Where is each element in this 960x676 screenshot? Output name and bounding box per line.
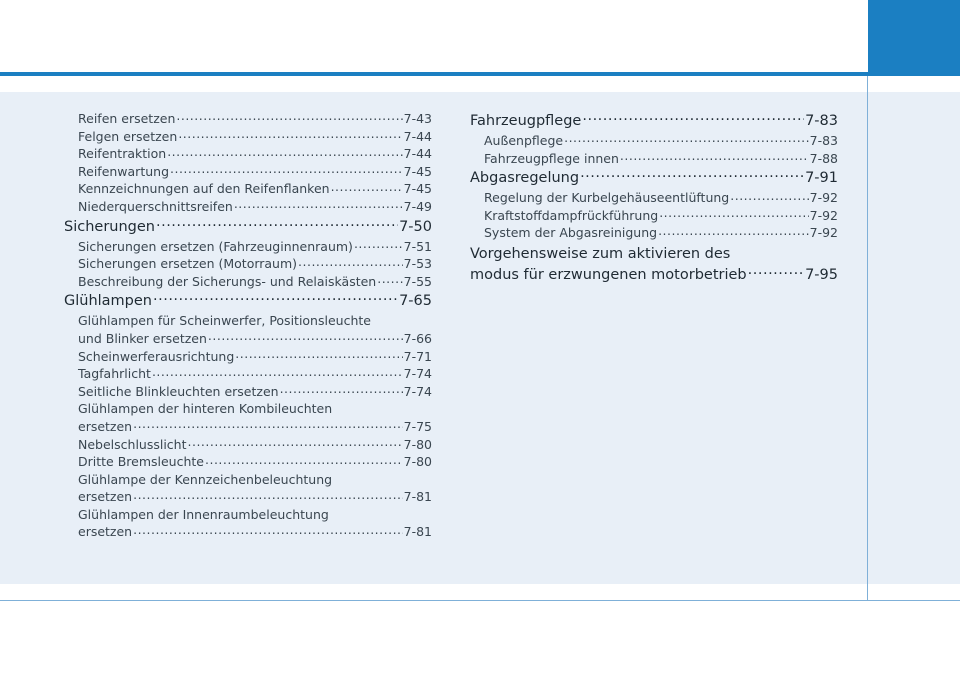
toc-entry[interactable]: Dritte Bremsleuchte ..... 7-80 (64, 453, 432, 471)
margin-line (867, 76, 868, 600)
toc-section-gluehlampen[interactable]: Glühlampen ..... 7-65 (64, 290, 432, 312)
chapter-tab (868, 0, 960, 76)
toc-entry-line[interactable]: Glühlampen der hinteren Kombileuchten (78, 401, 333, 417)
toc-entry[interactable]: Fahrzeugpflege innen ..... 7-88 (470, 150, 838, 168)
toc-left-column (64, 110, 432, 541)
toc-entry[interactable]: Reifentraktion ..... 7-44 (64, 145, 432, 163)
toc-entry[interactable]: ersetzen ..... 7-81 (64, 523, 432, 541)
toc-entry[interactable]: Außenpflege ..... 7-83 (470, 132, 838, 150)
toc-section-fahrzeugpflege[interactable]: Fahrzeugpflege ..... 7-83 (470, 110, 838, 132)
toc-entry[interactable]: Reifenwartung ..... 7-45 (64, 163, 432, 181)
toc-entry[interactable]: Nebelschlusslicht ..... 7-80 (64, 436, 432, 454)
toc-entry[interactable]: Kraftstoffdampfrückführung ..... 7-92 (470, 207, 838, 225)
toc-section-vorgehensweise[interactable]: modus für erzwungenen motorbetrieb ..... 7-95 (470, 264, 838, 286)
toc-entry[interactable]: ersetzen ..... 7-81 (64, 488, 432, 506)
toc-entry[interactable]: Scheinwerferausrichtung ..... 7-71 (64, 348, 432, 366)
toc-entry[interactable]: Kennzeichnungen auf den Reifenflanken ..... 7-45 (64, 180, 432, 198)
toc-entry-line[interactable]: Glühlampen der Innenraumbeleuchtung (78, 506, 329, 522)
toc-entry[interactable]: Seitliche Blinkleuchten ersetzen ..... 7-74 (64, 383, 432, 401)
toc-entry-line[interactable]: Glühlampen für Scheinwerfer, Positionsleuchte (78, 313, 371, 329)
toc-section-sicherungen[interactable]: Sicherungen ..... 7-50 (64, 216, 432, 238)
toc-entry[interactable]: Reifen ersetzen ..... 7-43 (64, 110, 432, 128)
footer-rule (0, 600, 960, 601)
toc-entry-line[interactable]: Glühlampe der Kennzeichenbeleuchtung (78, 471, 333, 487)
toc-entry[interactable]: und Blinker ersetzen ..... 7-66 (64, 330, 432, 348)
toc-entry[interactable]: Regelung der Kurbelgehäuseentlüftung ..... 7-92 (470, 189, 838, 207)
toc-entry[interactable]: Felgen ersetzen ..... 7-44 (64, 128, 432, 146)
toc-entry[interactable]: ersetzen ..... 7-75 (64, 418, 432, 436)
toc-entry[interactable]: Niederquerschnittsreifen ..... 7-49 (64, 198, 432, 216)
toc-entry[interactable]: System der Abgasreinigung ..... 7-92 (470, 224, 838, 242)
toc-right-column (470, 110, 838, 286)
toc-entry[interactable]: Tagfahrlicht ..... 7-74 (64, 365, 432, 383)
header-rule (0, 72, 868, 76)
toc-section-line[interactable]: Vorgehensweise zum aktivieren des (470, 245, 731, 262)
toc-entry[interactable]: Sicherungen ersetzen (Motorraum) ..... 7-53 (64, 255, 432, 273)
toc-entry[interactable]: Sicherungen ersetzen (Fahrzeuginnenraum) ..... 7-51 (64, 238, 432, 256)
toc-entry[interactable]: Beschreibung der Sicherungs- und Relaiskästen ..... 7-55 (64, 273, 432, 291)
toc-section-abgasregelung[interactable]: Abgasregelung ..... 7-91 (470, 167, 838, 189)
